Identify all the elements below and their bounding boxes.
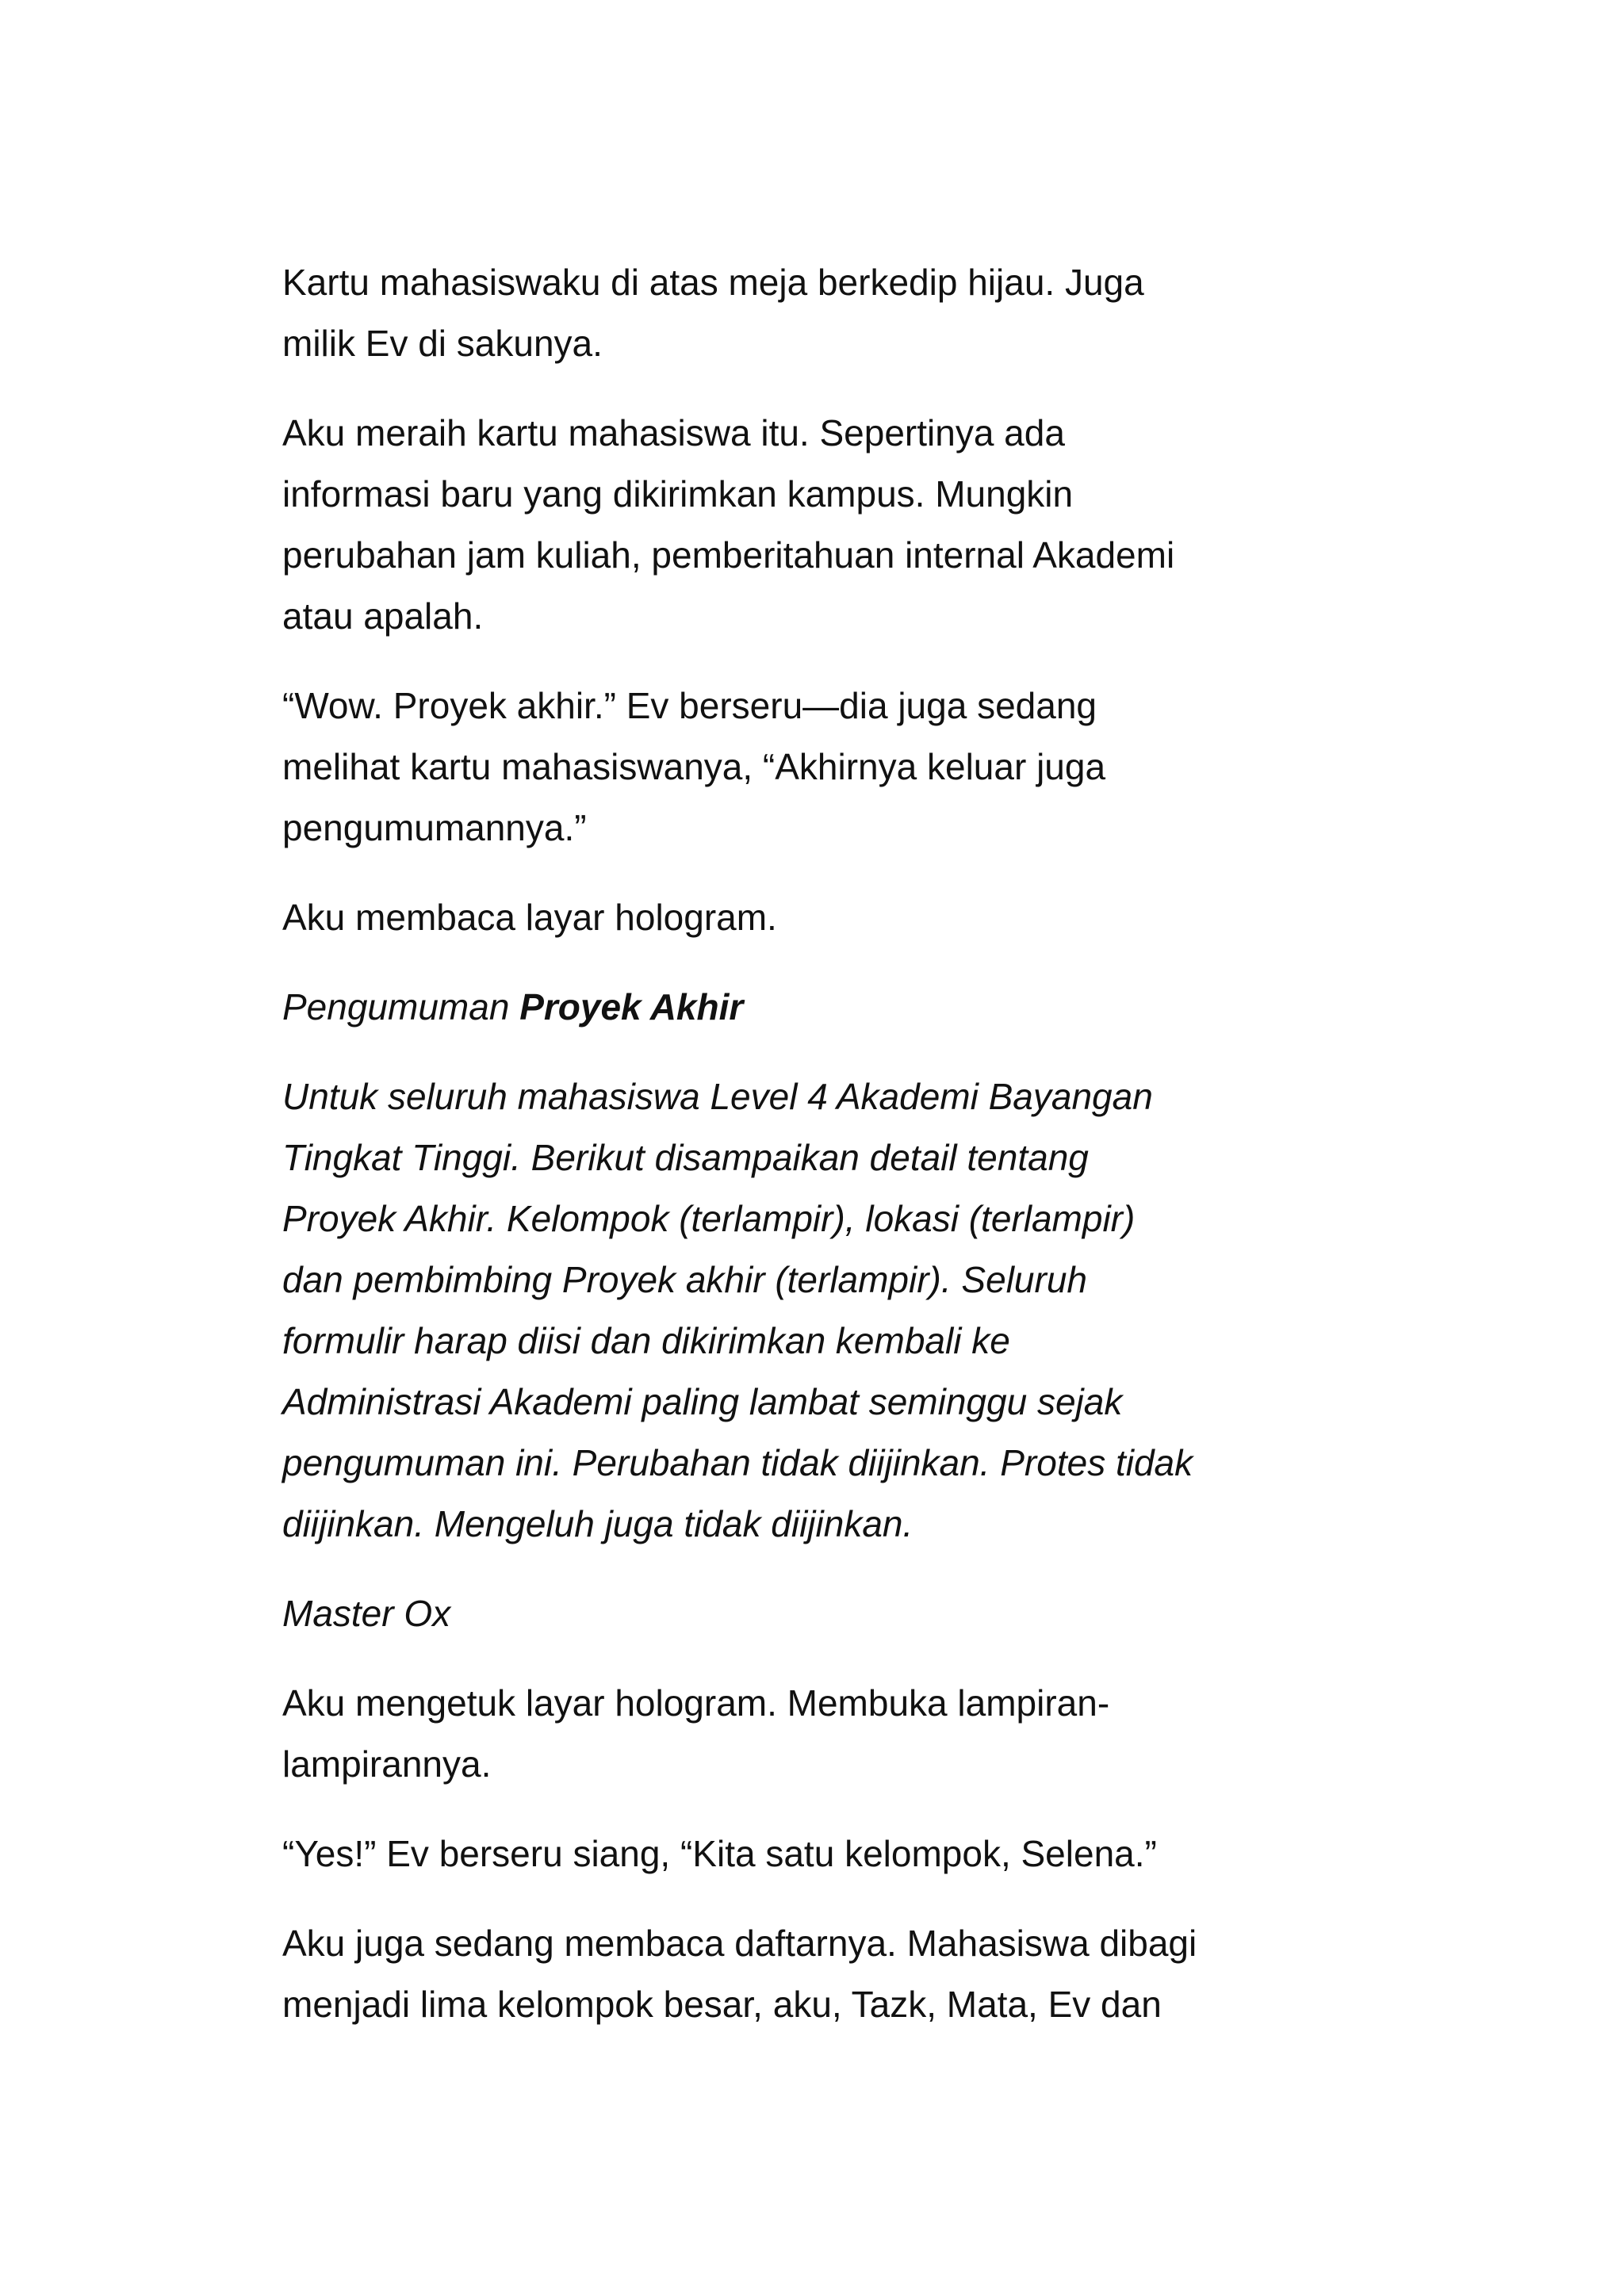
paragraph-5	[282, 1673, 1369, 1795]
announcement-line: pengumuman ini. Perubahan tidak diijinkan. Protes tidak	[282, 1442, 1193, 1483]
paragraph-line: melihat kartu mahasiswanya, “Akhirnya keluar juga	[282, 746, 1106, 787]
paragraph-7	[282, 1913, 1369, 2035]
paragraph-4	[282, 887, 1369, 948]
announcement-line: formulir harap diisi dan dikirimkan kembali ke	[282, 1320, 1010, 1361]
announcement-line: Proyek Akhir. Kelompok (terlampir), lokasi (terlampir)	[282, 1198, 1136, 1239]
paragraph-line: “Wow. Proyek akhir.” Ev berseru—dia juga sedang	[282, 685, 1097, 726]
announcement-heading-bold: Proyek Akhir	[519, 986, 744, 1027]
paragraph-line: pengumumannya.”	[282, 807, 587, 848]
paragraph-3	[282, 675, 1369, 859]
announcement-line: Untuk seluruh mahasiswa Level 4 Akademi Bayangan	[282, 1076, 1153, 1117]
paragraph-line: Aku membaca layar hologram.	[282, 897, 777, 938]
paragraph-line: Aku juga sedang membaca daftarnya. Mahasiswa dibagi	[282, 1923, 1197, 1964]
announcement-line: Administrasi Akademi paling lambat seminggu sejak	[282, 1381, 1123, 1422]
signature-text: Master Ox	[282, 1593, 451, 1634]
announcement-heading	[282, 977, 1369, 1038]
paragraph-line: Kartu mahasiswaku di atas meja berkedip hijau. Juga	[282, 262, 1144, 303]
announcement-line: Tingkat Tinggi. Berikut disampaikan detail tentang	[282, 1137, 1089, 1178]
announcement-heading-prefix: Pengumuman	[282, 986, 520, 1027]
paragraph-line: “Yes!” Ev berseru siang, “Kita satu kelompok, Selena.”	[282, 1833, 1157, 1874]
paragraph-6	[282, 1823, 1369, 1885]
paragraph-line: lampirannya.	[282, 1743, 492, 1785]
announcement-signature	[282, 1583, 1369, 1644]
text-column	[282, 252, 1369, 2064]
paragraph-line: Aku mengetuk layar hologram. Membuka lampiran-	[282, 1682, 1110, 1724]
paragraph-line: perubahan jam kuliah, pemberitahuan internal Akademi	[282, 534, 1175, 576]
announcement-body	[282, 1066, 1369, 1555]
paragraph-1	[282, 252, 1369, 374]
paragraph-line: Aku meraih kartu mahasiswa itu. Sepertinya ada	[282, 412, 1065, 453]
paragraph-line: informasi baru yang dikirimkan kampus. Mungkin	[282, 473, 1074, 515]
paragraph-2	[282, 403, 1369, 647]
announcement-line: dan pembimbing Proyek akhir (terlampir). Seluruh	[282, 1259, 1087, 1300]
paragraph-line: atau apalah.	[282, 595, 484, 637]
announcement-line: diijinkan. Mengeluh juga tidak diijinkan.	[282, 1503, 914, 1544]
paragraph-line: menjadi lima kelompok besar, aku, Tazk, Mata, Ev dan	[282, 1984, 1162, 2025]
paragraph-line: milik Ev di sakunya.	[282, 323, 603, 364]
